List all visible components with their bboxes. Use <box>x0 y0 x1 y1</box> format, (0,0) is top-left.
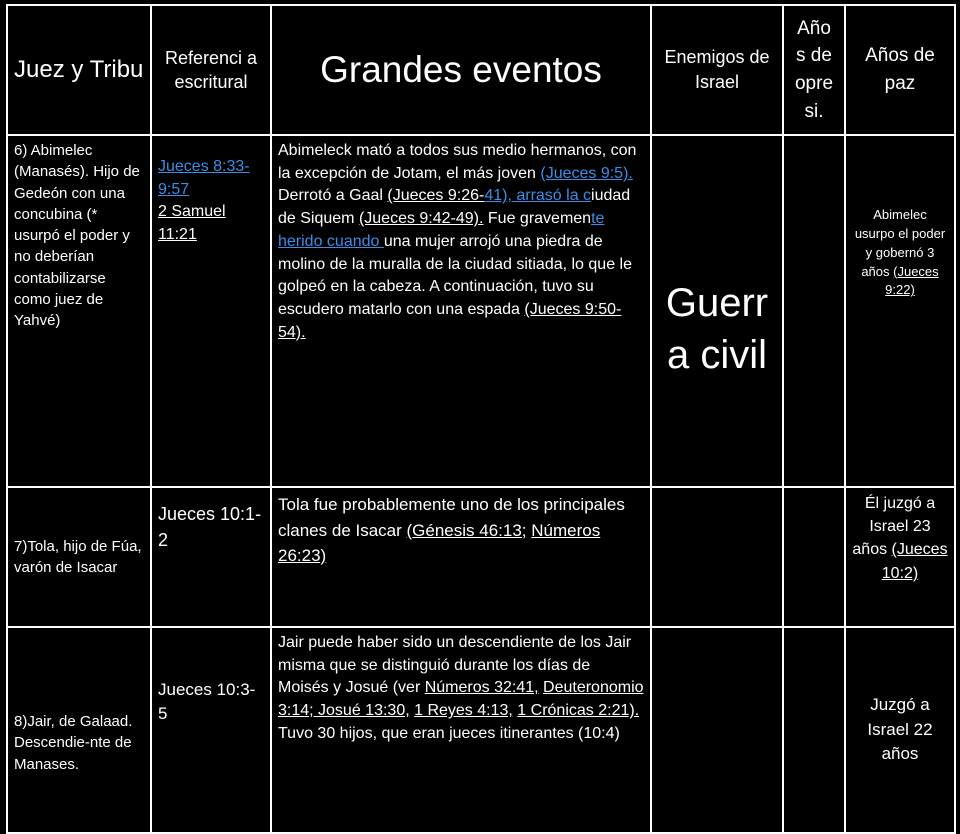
header-row <box>7 5 955 135</box>
peace-ref: (Jueces 9:22) <box>885 263 939 298</box>
events-cell <box>271 487 651 627</box>
event-text: iudad de Siquem <box>278 187 631 228</box>
event-ref: 1 Crónicas 2:21). <box>517 702 640 720</box>
event-ref: (Jueces 9:42-49). <box>358 210 484 228</box>
events-cell <box>271 627 651 833</box>
reference-cell <box>151 135 271 487</box>
event-link[interactable]: te herido cuando <box>278 210 605 250</box>
reference-extra: 2 Samuel 11:21 <box>158 203 226 244</box>
reference-link[interactable]: Jueces 8:33-9:57 <box>158 158 250 198</box>
event-text: Tuvo 30 hijos, que eran jueces itinerantes (10:4) <box>278 724 620 742</box>
judge-cell: 8)Jair, de Galaad. Descendie-nte de Manases. <box>7 627 151 833</box>
judges-table <box>6 4 956 834</box>
event-text: Abimeleck mató a todos sus medio hermanos, con la excepción de Jotam, el más joven <box>278 142 637 182</box>
peace-cell <box>845 487 955 627</box>
table-row <box>7 487 955 627</box>
peace-text: Él juzgó a Israel 23 años <box>852 495 936 559</box>
event-ref: (Génesis 46:13; <box>406 520 527 540</box>
peace-text: Abimelec usurpo el poder y gobernó 3 años <box>854 207 946 279</box>
oppression-cell <box>783 627 845 833</box>
event-text: Jair puede haber sido un descendiente de los Jair misma que se distinguió durante los días de Moisés y Josué (ver <box>278 634 632 697</box>
oppression-cell <box>783 135 845 487</box>
event-link[interactable]: 41), arrasó la c <box>484 187 592 205</box>
enemies-cell <box>651 627 783 833</box>
event-ref: (Jueces 9:50-54). <box>278 301 622 341</box>
header-years-peace: Años de paz <box>845 5 955 135</box>
peace-cell: Juzgó a Israel 22 años <box>845 627 955 833</box>
event-ref: Números 32:41, <box>424 679 539 697</box>
event-link[interactable]: (Jueces 9:5). <box>540 164 633 182</box>
reference-cell: Jueces 10:3-5 <box>151 627 271 833</box>
event-text: Fue gravemen <box>483 210 592 228</box>
event-ref: (Jueces 9:26- <box>387 187 485 205</box>
peace-cell <box>845 135 955 487</box>
enemies-cell <box>651 487 783 627</box>
header-years-oppression: Año s de opre si. <box>783 5 845 135</box>
reference-cell: Jueces 10:1-2 <box>151 487 271 627</box>
judge-cell: 7)Tola, hijo de Fúa, varón de Isacar <box>7 487 151 627</box>
event-ref: Deuteronomio 3:14; Josué 13:30, <box>278 679 644 720</box>
event-text: Tola fue probablemente uno de los principales clanes de Isacar <box>278 495 625 540</box>
judge-cell: 6) Abimelec (Manasés). Hijo de Gedeón con una concubina (* usurpó el poder y no deberían contabilizarse como juez de Yahvé) <box>7 135 151 487</box>
header-judge-tribe: Juez y Tribu <box>7 5 151 135</box>
table-row <box>7 135 955 487</box>
event-ref: Números 26:23) <box>278 520 601 565</box>
oppression-cell <box>783 487 845 627</box>
enemies-cell: Guerr a civil <box>651 135 783 487</box>
header-reference: Referenci a escritural <box>151 5 271 135</box>
header-enemies: Enemigos de Israel <box>651 5 783 135</box>
header-events: Grandes eventos <box>271 5 651 135</box>
peace-ref: (Jueces 10:2) <box>881 541 948 582</box>
event-text: Derrotó a Gaal <box>278 187 388 205</box>
event-text: una mujer arrojó una piedra de molino de la muralla de la ciudad sitiada, lo que le golpeó en la cabeza. A continuación, tuvo su escudero matarlo con una espada <box>278 232 632 319</box>
table-row <box>7 627 955 833</box>
event-ref: 1 Reyes 4:13, <box>414 702 513 720</box>
events-cell <box>271 135 651 487</box>
